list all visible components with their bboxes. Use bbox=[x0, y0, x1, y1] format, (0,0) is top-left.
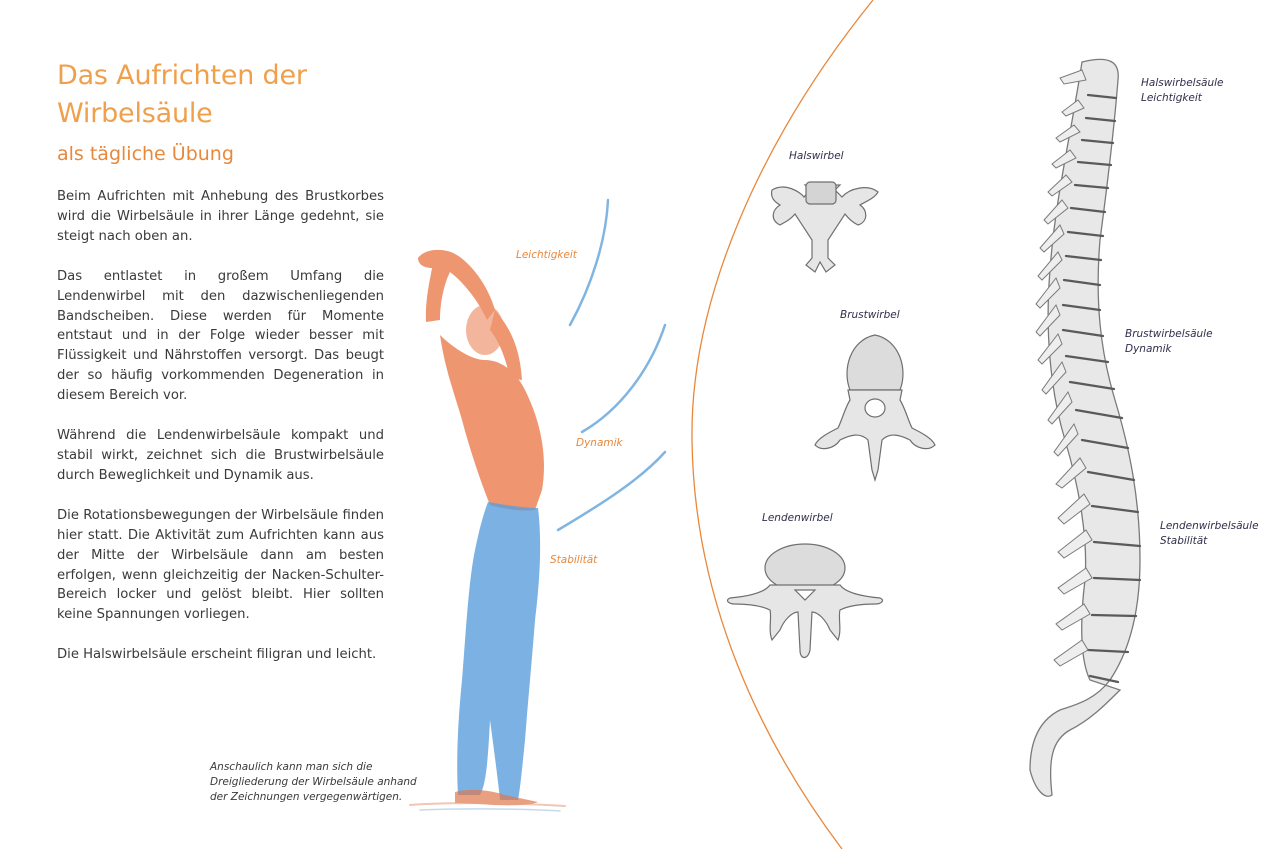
spine-cervical-quality: Leichtigkeit bbox=[1141, 92, 1202, 104]
spine-label-thoracic bbox=[1125, 327, 1213, 357]
paragraph-4: Die Rotationsbewegungen der Wirbelsäule finden hier statt. Die Aktivität zum Aufrichten kann aus der Mitte der Wirbelsäule dann am besten erfolgen, wenn gleichzeitig der Nacken-Schulter-Bereich locker und gelöst bleibt. Hier sollten keine Spannungen vorliegen. bbox=[57, 507, 384, 623]
spine-side-view-icon bbox=[1030, 59, 1140, 796]
thoracic-vertebra-icon bbox=[815, 335, 935, 480]
paragraph-3: Während die Lendenwirbelsäule kompakt und stabil wirkt, zeichnet sich die Brustwirbelsäule durch Beweglichkeit und Dynamik aus. bbox=[57, 428, 384, 483]
label-brustwirbel: Brustwirbel bbox=[840, 309, 900, 321]
spine-lumbar-name: Lendenwirbelsäule bbox=[1160, 520, 1259, 532]
figure-label-dynamik: Dynamik bbox=[576, 437, 623, 449]
spine-cervical-name: Halswirbelsäule bbox=[1141, 77, 1224, 89]
page-title bbox=[57, 57, 307, 133]
body-text bbox=[57, 187, 384, 685]
title-line-1: Das Aufrichten der bbox=[57, 60, 307, 91]
label-lendenwirbel: Lendenwirbel bbox=[762, 512, 833, 524]
lumbar-vertebra-icon bbox=[728, 544, 883, 658]
paragraph-5: Die Halswirbelsäule erscheint filigran und leicht. bbox=[57, 647, 377, 663]
figure-caption: Anschaulich kann man sich die Dreigliederung der Wirbelsäule anhand der Zeichnungen vergegenwärtigen. bbox=[210, 761, 417, 803]
spine-label-cervical bbox=[1141, 76, 1224, 106]
figure-label-stabilitaet: Stabilität bbox=[550, 554, 598, 566]
paragraph-1: Beim Aufrichten mit Anhebung des Brustkorbes wird die Wirbelsäule in ihrer Länge gedehnt, sie steigt nach oben an. bbox=[57, 189, 384, 244]
page-subtitle: als tägliche Übung bbox=[57, 143, 234, 165]
spine-lumbar-quality: Stabilität bbox=[1160, 535, 1208, 547]
stretching-figure-icon bbox=[410, 250, 565, 811]
spine-label-lumbar bbox=[1160, 519, 1259, 549]
figure-label-leichtigkeit: Leichtigkeit bbox=[516, 249, 577, 261]
paragraph-2: Das entlastet in großem Umfang die Lendenwirbel mit den dazwischenliegenden Bandscheiben. Diese werden für Momente entstaut und in der Folge wieder besser mit Flüssigkeit und Nährstoffen versorgt. Das beugt der so häufig vorkommenden Degeneration in diesem Bereich vor. bbox=[57, 268, 384, 404]
label-halswirbel: Halswirbel bbox=[789, 150, 844, 162]
spine-thoracic-quality: Dynamik bbox=[1125, 343, 1172, 355]
spine-thoracic-name: Brustwirbelsäule bbox=[1125, 328, 1213, 340]
cervical-vertebra-icon bbox=[772, 182, 878, 272]
title-line-2: Wirbelsäule bbox=[57, 98, 213, 129]
